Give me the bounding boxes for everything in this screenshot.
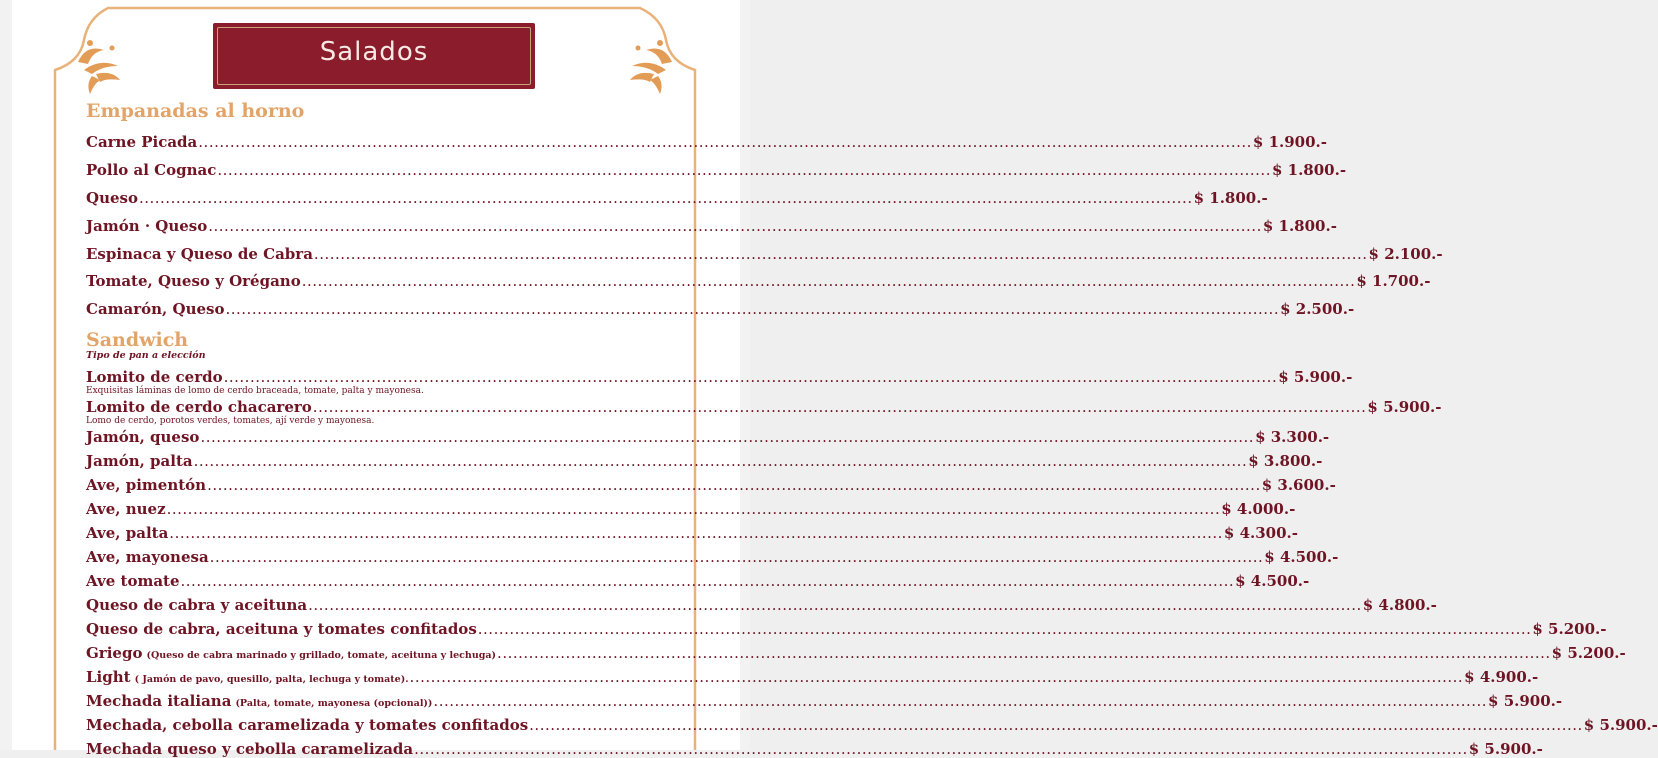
- menu-item-row: [86, 668, 1539, 686]
- right-flourish-icon: [630, 40, 672, 94]
- menu-item-price: $ 1.900.-: [1252, 133, 1327, 151]
- dot-leader: ........................................................................................................................................................................................................: [433, 692, 1488, 710]
- menu-item-row: [86, 398, 1442, 416]
- menu-item-name: Jamón, queso: [86, 428, 200, 446]
- menu-item-note: (Queso de cabra marinado y grillado, tomate, aceituna y lechuga): [146, 650, 497, 661]
- menu-item-price: $ 1.800.-: [1262, 217, 1337, 235]
- menu-item-row: [86, 272, 1431, 290]
- menu-item-name: Queso de cabra y aceituna: [86, 596, 308, 614]
- dot-leader: ........................................................................................................................................................................................................: [529, 716, 1583, 734]
- menu-item-row: [86, 692, 1563, 710]
- menu-item-price: $ 2.500.-: [1280, 300, 1355, 318]
- menu-item-name: Ave, palta: [86, 524, 169, 542]
- dot-leader: ........................................................................................................................................................................................................: [200, 428, 1255, 446]
- left-flourish-icon: [78, 40, 120, 94]
- menu-item-name: Lomito de cerdo chacarero: [86, 398, 312, 416]
- menu-item-name: Tomate, Queso y Orégano: [86, 272, 301, 290]
- menu-item-row: [86, 476, 1336, 494]
- empanadas-section-title: Empanadas al horno: [86, 100, 305, 122]
- dot-leader: ........................................................................................................................................................................................................: [166, 500, 1221, 518]
- menu-item-description: Lomo de cerdo, porotos verdes, tomates, ají verde y mayonesa.: [86, 416, 375, 426]
- menu-item-name: Ave, pimentón: [86, 476, 207, 494]
- menu-item-price: $ 4.300.-: [1223, 524, 1298, 542]
- menu-item-price: $ 1.800.-: [1193, 189, 1268, 207]
- title-banner: [213, 23, 535, 89]
- dot-leader: ........................................................................................................................................................................................................: [497, 644, 1551, 662]
- menu-item-price: $ 5.900.-: [1488, 692, 1563, 710]
- sandwich-section-title: Sandwich: [86, 329, 189, 351]
- menu-item-row: [86, 189, 1268, 207]
- menu-item-name: Pollo al Cognac: [86, 161, 217, 179]
- page-title: Salados: [319, 37, 429, 67]
- dot-leader: ........................................................................................................................................................................................................: [208, 217, 1262, 235]
- dot-leader: ........................................................................................................................................................................................................: [169, 524, 1223, 542]
- menu-item-row: [86, 524, 1298, 542]
- menu-item-price: $ 3.600.-: [1261, 476, 1336, 494]
- menu-item-price: $ 5.200.-: [1532, 620, 1607, 638]
- menu-item-row: [86, 452, 1323, 470]
- menu-item-price: $ 3.300.-: [1255, 428, 1330, 446]
- menu-item-row: [86, 596, 1437, 614]
- dot-leader: ........................................................................................................................................................................................................: [180, 572, 1235, 590]
- menu-item-name: Queso de cabra, aceituna y tomates confitados: [86, 620, 477, 638]
- menu-item-name: Mechada, cebolla caramelizada y tomates confitados: [86, 716, 529, 734]
- menu-item-price: $ 5.900.-: [1367, 398, 1442, 416]
- menu-item-note: ( Jamón de pavo, quesillo, palta, lechuga y tomate).: [134, 674, 409, 685]
- menu-item-name: Ave, nuez: [86, 500, 166, 518]
- dot-leader: ........................................................................................................................................................................................................: [207, 476, 1261, 494]
- sandwich-subtitle: Tipo de pan a elección: [86, 350, 206, 361]
- menu-item-price: $ 2.100.-: [1368, 245, 1443, 263]
- menu-item-row: [86, 245, 1443, 263]
- menu-item-name: Jamón, palta: [86, 452, 193, 470]
- menu-item-name: Carne Picada: [86, 133, 198, 151]
- dot-leader: ........................................................................................................................................................................................................: [308, 596, 1362, 614]
- menu-item-name: Lomito de cerdo: [86, 368, 223, 386]
- menu-item-row: [86, 133, 1327, 151]
- menu-item-name: Ave tomate: [86, 572, 180, 590]
- menu-item-price: $ 4.500.-: [1264, 548, 1339, 566]
- menu-item-price: $ 5.900.-: [1583, 716, 1658, 734]
- dot-leader: ........................................................................................................................................................................................................: [217, 161, 1271, 179]
- menu-item-price: $ 1.800.-: [1271, 161, 1347, 179]
- menu-item-name: Light: [86, 668, 131, 686]
- dot-leader: ........................................................................................................................................................................................................: [477, 620, 1532, 638]
- menu-item-row: [86, 548, 1339, 566]
- dot-leader: ........................................................................................................................................................................................................: [138, 189, 1193, 207]
- menu-item-price: $ 5.200.-: [1551, 644, 1626, 662]
- dot-leader: ........................................................................................................................................................................................................: [198, 133, 1252, 151]
- menu-item-row: [86, 161, 1347, 179]
- dot-leader: ........................................................................................................................................................................................................: [209, 548, 1264, 566]
- menu-item-row: [86, 740, 1543, 758]
- dot-leader: ........................................................................................................................................................................................................: [223, 368, 1278, 386]
- dot-leader: ........................................................................................................................................................................................................: [301, 272, 1356, 290]
- menu-item-name: Mechada queso y cebolla caramelizada: [86, 740, 414, 758]
- menu-item-row: [86, 500, 1296, 518]
- dot-leader: ........................................................................................................................................................................................................: [225, 300, 1280, 318]
- dot-leader: ........................................................................................................................................................................................................: [414, 740, 1468, 758]
- menu-item-name: Espinaca y Queso de Cabra: [86, 245, 313, 263]
- dot-leader: ........................................................................................................................................................................................................: [313, 245, 1368, 263]
- menu-item-row: [86, 428, 1330, 446]
- menu-item-row: [86, 716, 1658, 734]
- menu-item-description: Exquisitas láminas de lomo de cerdo braceada, tomate, palta y mayonesa.: [86, 386, 424, 396]
- menu-item-row: [86, 300, 1355, 318]
- menu-item-price: $ 3.800.-: [1248, 452, 1323, 470]
- menu-item-row: [86, 217, 1337, 235]
- menu-item-price: $ 1.700.-: [1356, 272, 1431, 290]
- menu-item-name: Griego: [86, 644, 143, 662]
- menu-item-row: [86, 620, 1607, 638]
- menu-item-price: $ 4.800.-: [1362, 596, 1437, 614]
- menu-item-name: Queso: [86, 189, 138, 207]
- menu-item-price: $ 5.900.-: [1278, 368, 1353, 386]
- menu-item-name: Camarón, Queso: [86, 300, 225, 318]
- dot-leader: ........................................................................................................................................................................................................: [409, 668, 1464, 686]
- menu-item-name: Ave, mayonesa: [86, 548, 209, 566]
- menu-item-name: Jamón · Queso: [86, 217, 208, 235]
- menu-item-row: [86, 368, 1353, 386]
- dot-leader: ........................................................................................................................................................................................................: [193, 452, 1248, 470]
- menu-item-name: Mechada italiana: [86, 692, 232, 710]
- menu-item-price: $ 4.500.-: [1235, 572, 1310, 590]
- menu-item-price: $ 4.000.-: [1221, 500, 1296, 518]
- dot-leader: ........................................................................................................................................................................................................: [312, 398, 1367, 416]
- menu-item-row: [86, 572, 1310, 590]
- menu-item-note: (Palta, tomate, mayonesa (opcional)): [235, 698, 433, 709]
- menu-item-price: $ 4.900.-: [1464, 668, 1539, 686]
- menu-item-row: [86, 644, 1626, 662]
- menu-item-price: $ 5.900.-: [1468, 740, 1543, 758]
